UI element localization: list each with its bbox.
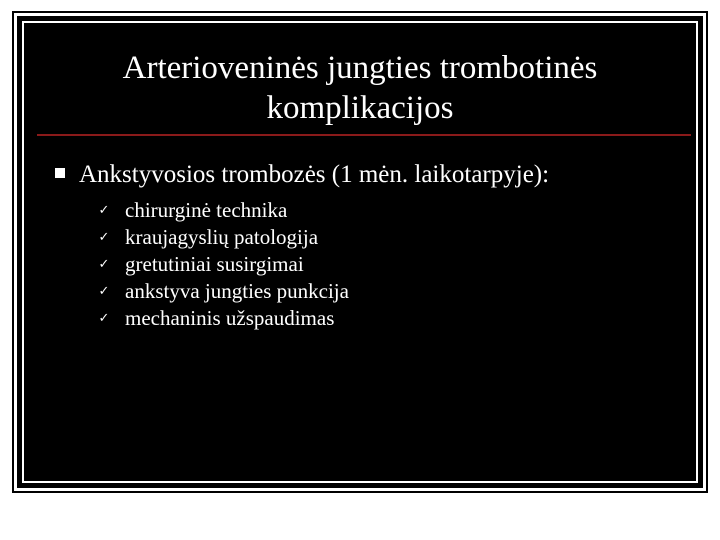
sub-bullet-list <box>95 197 349 332</box>
list-item <box>95 305 349 332</box>
title-divider <box>37 134 691 136</box>
list-item-text: chirurginė technika <box>125 198 288 222</box>
list-item <box>95 197 349 224</box>
checkmark-icon: ✓ <box>98 203 110 218</box>
list-item <box>95 278 349 305</box>
title-line-1: Arterioveninės jungties trombotinės <box>122 50 598 86</box>
list-item-text: mechaninis užspaudimas <box>125 306 335 330</box>
checkmark-icon: ✓ <box>98 230 110 245</box>
list-item-text: gretutiniai susirgimai <box>125 252 304 276</box>
title-line-2: komplikacijos <box>266 90 454 126</box>
checkmark-icon: ✓ <box>98 257 110 272</box>
list-item-text: ankstyva jungties punkcija <box>125 279 349 303</box>
checkmark-icon: ✓ <box>98 311 110 326</box>
list-item <box>95 251 349 278</box>
main-bullet-text: Ankstyvosios trombozės (1 mėn. laikotarpyje): <box>79 161 550 188</box>
list-item <box>95 224 349 251</box>
slide-title <box>17 48 703 128</box>
checkmark-icon: ✓ <box>98 284 110 299</box>
slide <box>14 13 706 491</box>
square-bullet-icon <box>55 168 65 178</box>
list-item-text: kraujagyslių patologija <box>125 225 319 249</box>
main-bullet <box>55 159 549 191</box>
